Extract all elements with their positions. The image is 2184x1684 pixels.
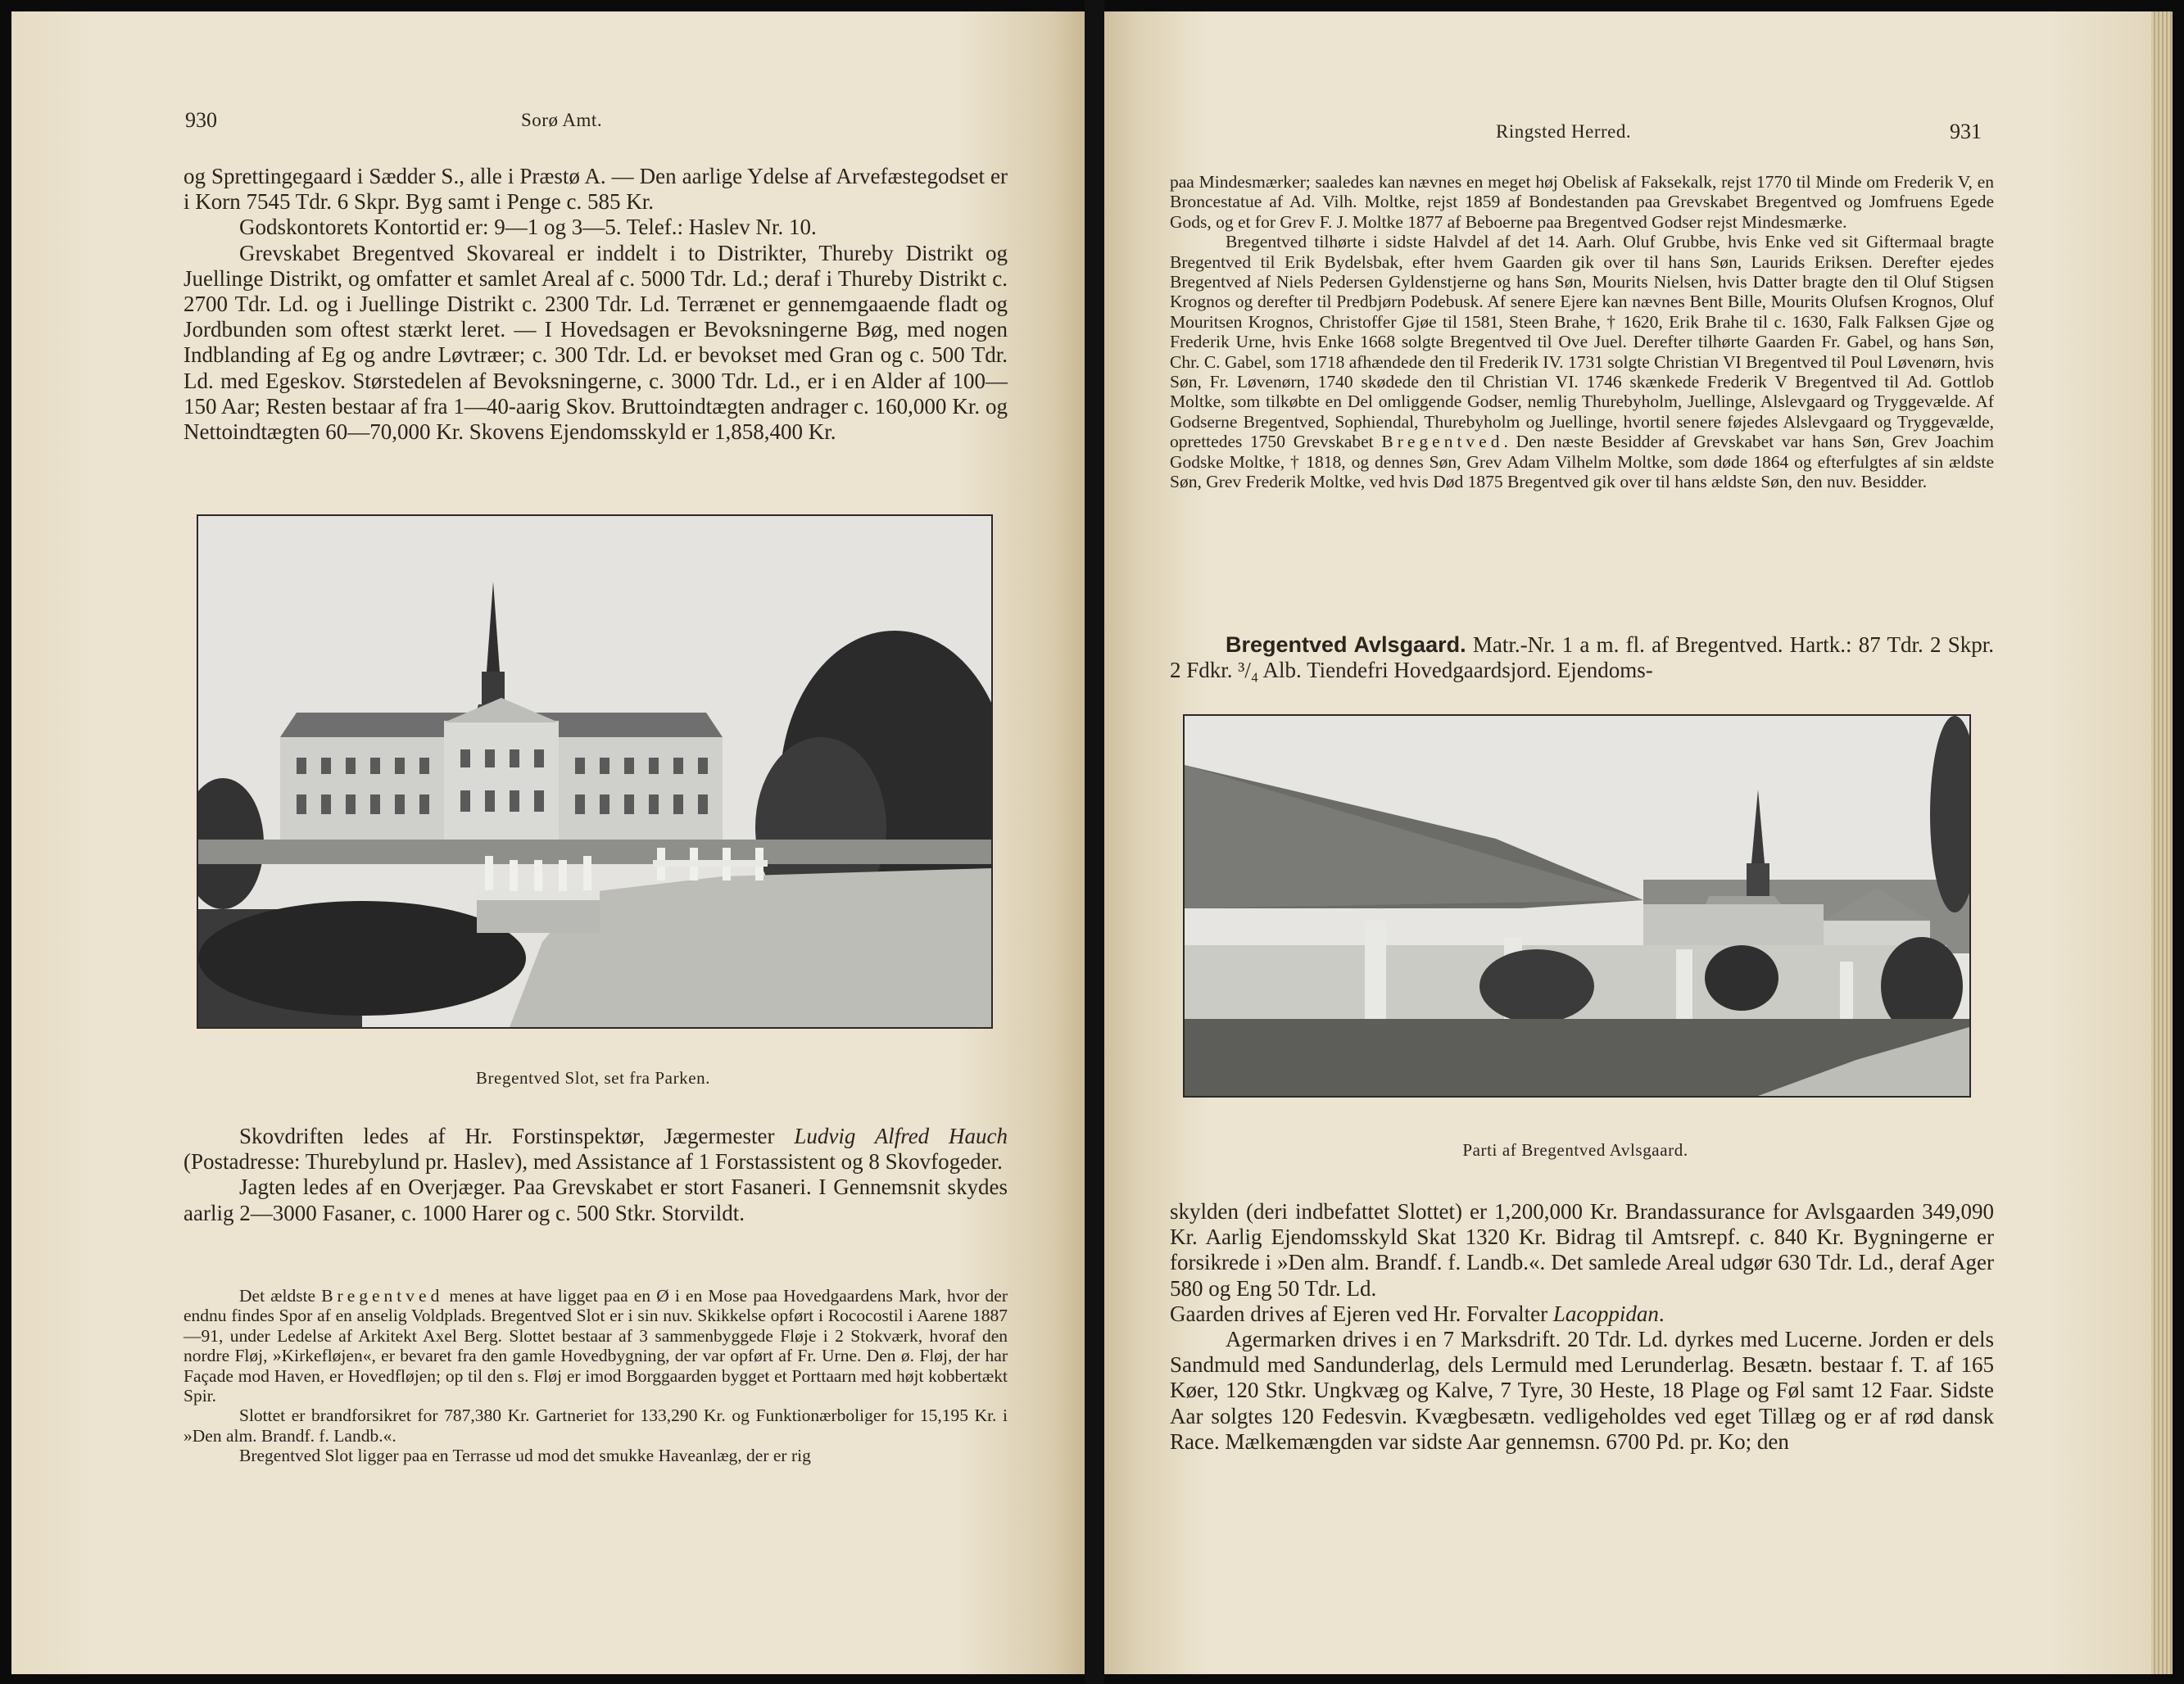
paragraph: Godskontorets Kontortid er: 9—1 og 3—5. Telef.: Haslev Nr. 10. <box>239 215 817 240</box>
right-page <box>1104 11 2151 1674</box>
right-bottom-text <box>1170 1199 1994 1455</box>
left-middle-text <box>184 1124 1008 1226</box>
paragraph: skylden (deri indbefattet Slottet) er 1,200,000 Kr. Brandassurance for Avlsgaarden 349,090 Kr. Aarlig Ejendomsskyld Skat 1320 Kr. Bidrag til Amtsrepf. c. 840 Kr. Bygningerne er forsikrede i »Den alm. Brandf. f. Landb.«. Det samlede Areal udgør 630 Tdr. Ld., deraf Ager 580 og Eng 50 Tdr. Ld. <box>1170 1199 1994 1301</box>
paragraph: Agermarken drives i en 7 Marksdrift. 20 Tdr. Ld. dyrkes med Lucerne. Jorden er dels Sandmuld med Sandunderlag, dels Lermuld med Lerunderlag. Besætn. bestaar f. T. af 165 Køer, 120 Stkr. Ungkvæg og Kalve, 7 Tyre, 30 Heste, 18 Plage og Føl samt 12 Faar. Sidste Aar solgtes 120 Fedesvin. Kvægbesætn. vedligeholdes ved eget Tillæg og er af rød dansk Race. Mælkemængden var sidste Aar gennemsn. 6700 Pd. pr. Ko; den <box>1170 1327 1994 1454</box>
paragraph: Bregentved tilhørte i sidste Halvdel af det 14. Aarh. Oluf Grubbe, hvis Enke ved sit Giftermaal bragte Bregentved til Erik Bydelsbak, efter hvem Gaarden gik over til hans Søn, Laurids Eriksen. Derefter ejedes Bregentved af Niels Pedersen Gyldenstjerne og hans Søn, Mourits Nielsen, hvis Datter bragte den til Oluf Stigsen Krognos og derefter til Predbjørn Podebusk. Af senere Ejere kan nævnes Bent Bille, Mourits Olufsen Krognos, Oluf Mouritsen Krognos, Christoffer Gjøe til 1581, Steen Brahe, † 1620, Erik Brahe til c. 1630, Falk Falksen Gjøe og Frederik Urne, hvis Enke 1668 solgte Bregentved til Ove Juel. Derefter tilhørte Gaarden Fr. Gabel, og hans Søn, Chr. C. Gabel, som 1718 afhændede den til Frederik IV. 1731 solgte Christian VI Bregentved til Poul Løvenørn, hvis Søn, Fr. Løvenørn, 1740 skødede den til Christian VI. 1746 skænkede Frederik V Bregentved til Ad. Gottlob Moltke, som tilkøbte en Del omliggende Godser, nemlig Thurebyholm, Juellinge, Alslevgaard og Tryggevælde. Af Godserne Bregentved, Sophiendal, Thurebyholm og Juellinge, hvortil senere føjedes Alslevgaard og Tryggevælde, oprettedes 1750 Grevskabet Bregentved. Den næste Besidder af Grevskabet var hans Søn, Grev Joachim Godske Moltke, † 1818, og dennes Søn, Grev Adam Vilhelm Moltke, som døde 1864 og efterfulgtes af sin ældste Søn, Grev Frederik Moltke, ved hvis Død 1875 Bregentved gik over til hans ældste Søn, den nuv. Besidder. <box>1170 232 1994 492</box>
left-top-text <box>184 164 1008 445</box>
fraction: ³/₄ <box>1238 658 1259 683</box>
right-photo-caption: Parti af Bregentved Avlsgaard. <box>1462 1140 1688 1160</box>
paragraph: paa Mindesmærker; saaledes kan nævnes en meget høj Obelisk af Faksekalk, rejst 1770 til Minde om Frederik V, en Broncestatue af Ad. Vilh. Moltke, rejst 1859 af Bondestanden paa Grevskabet Bregentved og Jomfruens Egede Gods, og et for Grev F. J. Moltke 1877 af Beboerne paa Bregentved Godser rejst Mindesmærke. <box>1170 172 1994 232</box>
right-running-head: Ringsted Herred. <box>1496 121 1632 142</box>
paragraph: Det ældste Bregentved menes at have ligget paa en Ø i en Mose paa Hovedgaardens Mark, hvor der endnu findes Spor af en anselig Voldplads. Bregentved Slot er i sin nuv. Skikkelse opført i Rococostil i Aarene 1887—91, under Ledelse af Arkitekt Axel Berg. Slottet bestaar af 3 sammenbyggede Fløje i 2 Stokværk, hvoraf den nordre Fløj, »Kirkefløjen«, er bevaret fra den gamle Hovedbygning, der var opført af Fr. Urne. Den ø. Fløj, der har Façade mod Haven, er Hovedfløjen; op til den s. Fløj er imod Borggaarden bygget et Porttaarn med højt kobbertækt Spir. <box>184 1286 1008 1406</box>
paragraph: Jagten ledes af en Overjæger. Paa Grevskabet er stort Fasaneri. I Gennemsnit skydes aarlig 2—3000 Fasaner, c. 1000 Harer og c. 500 Stkr. Storvildt. <box>184 1175 1008 1225</box>
left-small-text <box>184 1286 1008 1466</box>
person-name: Ludvig Alfred Hauch <box>794 1124 1008 1148</box>
left-page-number: 930 <box>185 108 217 132</box>
entry-avlsgaard <box>1170 632 1994 683</box>
paragraph: Skovdriften ledes af Hr. Forstinspektør, Jægermester Ludvig Alfred Hauch (Postadresse: Thurebylund pr. Haslev), med Assistance af 1 Forstassistent og 8 Skovfogeder. <box>184 1124 1008 1175</box>
page-edges <box>2151 11 2173 1674</box>
left-page <box>11 11 1085 1674</box>
book-gutter <box>1085 0 1104 1684</box>
right-page-number: 931 <box>1950 120 1982 143</box>
paragraph: Grevskabet Bregentved Skovareal er inddelt i to Distrikter, Thureby Distrikt og Juellinge Distrikt, og omfatter et samlet Areal af c. 5000 Tdr. Ld.; deraf i Thureby Distrikt c. 2700 Tdr. Ld. og i Juellinge Distrikt c. 2300 Tdr. Ld. Terrænet er gennemgaaende fladt og Jordbunden som oftest stærkt leret. — I Hovedsagen er Bevoksningerne Bøg, med nogen Indblanding af Eg og andre Løvtræer; c. 300 Tdr. Ld. er bevokset med Gran og c. 500 Tdr. Ld. med Egeskov. Størstedelen af Bevoksningerne, c. 3000 Tdr. Ld., er i en Alder af 100—150 Aar; Resten bestaar af fra 1—40-aarig Skov. Bruttoindtægten andrager c. 160,000 Kr. og Nettoindtægten 60—70,000 Kr. Skovens Ejendomsskyld er 1,858,400 Kr. <box>184 240 1008 445</box>
person-name: Lacoppidan <box>1552 1301 1659 1326</box>
paragraph: Bregentved Slot ligger paa en Terrasse ud mod det smukke Haveanlæg, der er rig <box>239 1446 811 1466</box>
photo-bregentved-slot <box>197 514 993 1029</box>
photo-avlsgaard <box>1183 714 1971 1098</box>
entry-heading: Bregentved Avlsgaard. <box>1226 632 1466 657</box>
right-small-text <box>1170 172 1994 492</box>
paragraph: Gaarden drives af Ejeren ved Hr. Forvalter Lacoppidan. <box>1170 1301 1665 1326</box>
left-running-head: Sorø Amt. <box>521 110 603 130</box>
paragraph: Slottet er brandforsikret for 787,380 Kr. Gartneriet for 133,290 Kr. og Funktionærboliger for 15,195 Kr. i »Den alm. Brandf. f. Landb.«. <box>184 1406 1008 1446</box>
left-photo-caption: Bregentved Slot, set fra Parken. <box>475 1068 711 1088</box>
paragraph: Bregentved Avlsgaard. Matr.-Nr. 1 a m. fl. af Bregentved. Hartk.: 87 Tdr. 2 Skpr. 2 Fdkr. ³/₄ Alb. Tiendefri Hovedgaardsjord. Ejendoms- <box>1170 632 1994 683</box>
paragraph: og Sprettingegaard i Sædder S., alle i Præstø A. — Den aarlige Ydelse af Arvefæstegodset er i Korn 7545 Tdr. 6 Skpr. Byg samt i Penge c. 585 Kr. <box>184 164 1008 215</box>
